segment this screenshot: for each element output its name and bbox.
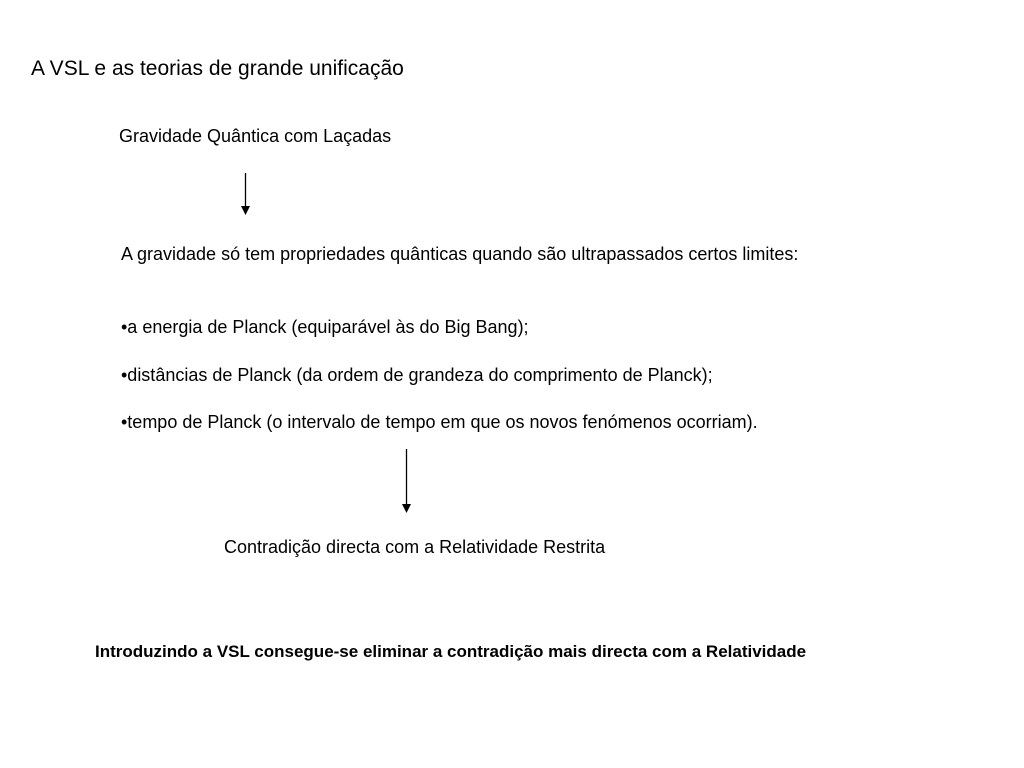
arrow-2	[402, 449, 411, 513]
arrow-1	[241, 173, 250, 215]
slide-title: A VSL e as teorias de grande unificação	[31, 57, 404, 80]
bullet-planck-time: •tempo de Planck (o intervalo de tempo em que os novos fenómenos ocorriam).	[121, 412, 758, 432]
conclusion-text: Introduzindo a VSL consegue-se eliminar a contradição mais directa com a Relatividade	[95, 642, 807, 661]
node-contradiction: Contradição directa com a Relatividade Restrita	[224, 537, 606, 557]
node-quantum-properties: A gravidade só tem propriedades quânticas quando são ultrapassados certos limites:	[121, 244, 799, 264]
bullet-planck-distances: •distâncias de Planck (da ordem de grandeza do comprimento de Planck);	[121, 365, 713, 385]
node-loop-quantum-gravity: Gravidade Quântica com Laçadas	[119, 126, 392, 146]
bullet-planck-energy: •a energia de Planck (equiparável às do Big Bang);	[121, 317, 529, 337]
